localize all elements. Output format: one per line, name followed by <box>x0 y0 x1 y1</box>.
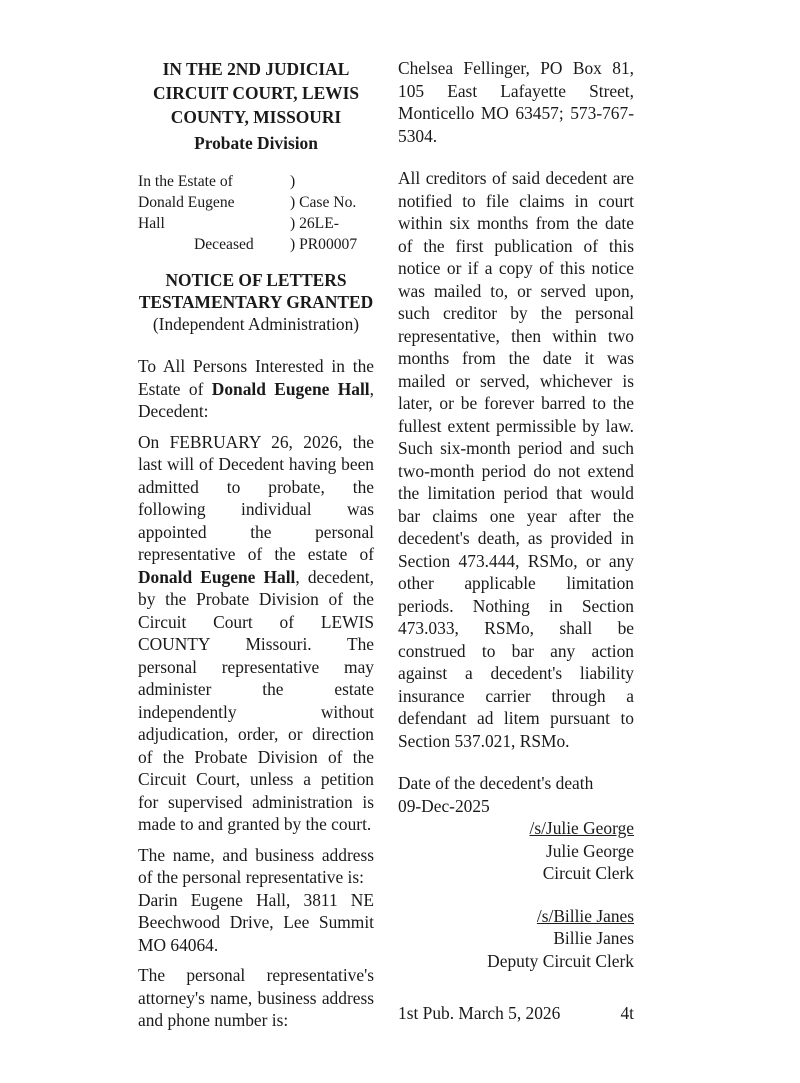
attorney-heading-paragraph: The personal representative's attorney's name, business address and phone number is: <box>138 965 374 1030</box>
decedent-name: Donald Eugene Hall <box>211 378 370 399</box>
case-row <box>138 234 374 255</box>
case-caption-table <box>138 171 374 255</box>
notice-subtitle: (Independent Administration) <box>152 314 360 334</box>
publication-footer <box>398 1002 634 1025</box>
death-date-block <box>398 772 634 817</box>
court-name-line1: IN THE 2ND JUDICIAL <box>162 59 350 79</box>
publication-date: 1st Pub. March 5, 2026 <box>398 1003 561 1023</box>
case-row-left: Hall <box>138 215 165 232</box>
intro-text: To All Persons Interested in the Estate of <box>138 356 374 399</box>
publication-code: 4t <box>620 1003 634 1023</box>
attorney-address-paragraph: Chelsea Fellinger, PO Box 81, 105 East Lafayette Street, Monticello MO 63457; 573-767-5304. <box>398 58 634 146</box>
signature-line: /s/Billie Janes <box>536 905 634 926</box>
signature-block-clerk <box>398 817 634 885</box>
court-name-line3: COUNTY, MISSOURI <box>170 107 342 127</box>
case-row <box>138 192 374 213</box>
case-row-right: ) <box>290 173 296 190</box>
creditors-paragraph: All creditors of said decedent are notified to file claims in court within six months from the date of the first publication of this notice or if a copy of this notice was mailed to, or served upon, such creditor by the personal representative, then within two months from the date it was mailed or served, whichever is later, or be forever barred to the fullest extent permissible by law. Such six-month period and such two-month period do not extend the limitation period that would bar claims one year after the decedent's death, as provided in Section 473.444, RSMo, or any other applicable limitation periods. Nothing in Section 473.033, RSMo, shall be construed to bar any action against a decedent's liability insurance carrier through a defendant ad litem pursuant to Section 537.021, RSMo. <box>398 168 634 751</box>
death-date-label: Date of the decedent's death <box>398 773 594 793</box>
signature-block-deputy <box>398 905 634 973</box>
signer-name: Billie Janes <box>553 928 634 948</box>
representative-address-paragraph: Darin Eugene Hall, 3811 NE Beechwood Drive, Lee Summit MO 64064. <box>138 889 374 955</box>
case-row-right: ) Case No. <box>290 194 357 211</box>
representative-heading-paragraph: The name, and business address of the personal representative is: <box>138 844 374 887</box>
death-date-value: 09-Dec-2025 <box>398 795 490 816</box>
intro-text-end: , Decedent: <box>138 378 374 421</box>
case-row <box>138 171 374 192</box>
court-name-line2: CIRCUIT COURT, LEWIS <box>152 83 360 103</box>
signature-line: /s/Julie George <box>529 818 634 838</box>
appointment-paragraph <box>138 431 374 836</box>
division-name: Probate Division <box>194 133 318 153</box>
notice-title <box>138 269 374 335</box>
signer-title: Deputy Circuit Clerk <box>487 950 634 971</box>
signer-name: Julie George <box>545 840 634 861</box>
right-column <box>398 57 634 972</box>
appointment-text-end: , decedent, by the Probate Division of the Circuit Court of LEWIS COUNTY Missouri. The personal representative may administer the estate independently without adjudication, order, or direction of the Probate Division of the Circuit Court, unless a petition for supervised administration is made to and granted by the court. <box>138 566 374 834</box>
signer-title: Circuit Clerk <box>542 863 634 883</box>
case-row <box>138 213 374 234</box>
case-row-right: ) PR00007 <box>290 236 358 253</box>
notice-title-line1: NOTICE OF LETTERS <box>165 270 347 290</box>
case-row-right: ) 26LE- <box>290 215 339 232</box>
appointment-text: On FEBRUARY 26, 2026, the last will of Decedent having been admitted to probate, the following individual was appointed the personal representative of the estate of <box>138 431 374 564</box>
decedent-name: Donald Eugene Hall <box>138 566 296 587</box>
court-caption <box>138 57 374 155</box>
left-column <box>138 57 374 1032</box>
intro-paragraph <box>138 355 374 423</box>
case-row-left: In the Estate of <box>138 173 233 190</box>
notice-title-line2: TESTAMENTARY GRANTED <box>138 292 374 312</box>
case-row-left: Deceased <box>194 236 254 253</box>
case-row-left: Donald Eugene <box>138 194 235 211</box>
